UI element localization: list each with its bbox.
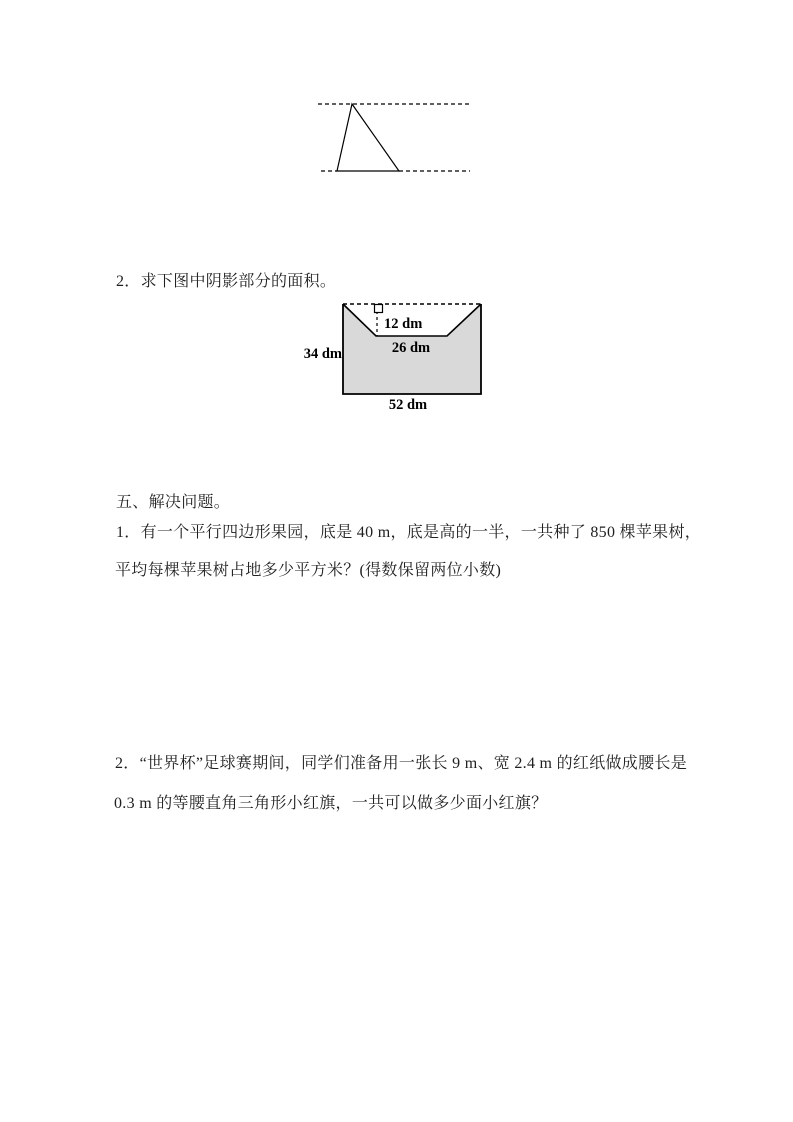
label-inner-width-26dm: 26 dm bbox=[391, 340, 431, 356]
section5-heading: 五、解决问题。 bbox=[116, 494, 231, 511]
label-bottom-52dm: 52 dm bbox=[388, 397, 428, 413]
triangle-figure bbox=[300, 95, 480, 180]
triangle-outline bbox=[337, 104, 399, 171]
question2-prompt: 2．求下图中阴影部分的面积。 bbox=[116, 273, 337, 290]
problem1-text-line2: 平均每棵苹果树占地多少平方米？(得数保留两位小数) bbox=[115, 562, 502, 579]
label-height-12dm: 12 dm bbox=[384, 316, 423, 332]
label-side-34dm: 34 dm bbox=[303, 346, 342, 362]
problem2-text-line1: 2．“世界杯”足球赛期间，同学们准备用一张长 9 m、宽 2.4 m 的红纸做成腰长是 bbox=[115, 755, 687, 772]
shaded-area-figure bbox=[295, 295, 510, 420]
right-angle-marker bbox=[375, 305, 383, 313]
problem1-text-line1: 1．有一个平行四边形果园，底是 40 m，底是高的一半，一共种了 850 棵苹果树， bbox=[116, 524, 702, 541]
problem2-text-line2: 0.3 m 的等腰直角三角形小红旗，一共可以做多少面小红旗？ bbox=[114, 795, 548, 812]
